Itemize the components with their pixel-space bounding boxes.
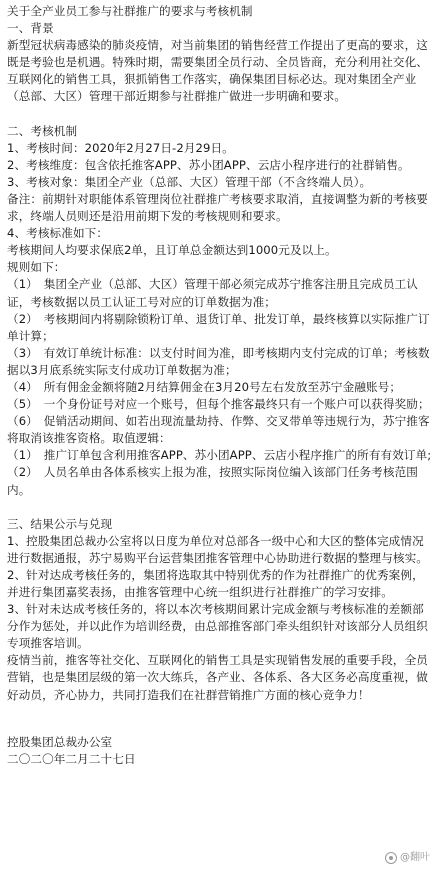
assessment-rule: （1） 集团全产业（总部、大区）管理干部必须完成苏宁推客注册且完成员工认证，考核数据以员工认证工号对应的订单数据为准； (7, 277, 418, 309)
signature-org: 控股集团总裁办公室 (7, 734, 113, 749)
section-heading-background: 一、背景 (7, 21, 54, 36)
weibo-icon (385, 852, 397, 864)
background-paragraph: 新型冠状病毒感染的肺炎疫情，对当前集团的销售经营工作提出了更高的要求，这既是考验也是机遇。特殊时期，需要集团全员行动、全员皆商，充分利用社交化、互联网化的销售工具，狠抓销售工作落实，确保集团目标必达。现对集团全产业（总部、大区）管理干部近期参与社群推广做进一步明确和要求。 (7, 38, 428, 104)
assessment-rule: （4） 所有佣金金额将随2月结算佣金在3月20号左右发放至苏宁金融账号； (7, 379, 402, 394)
assessment-rule: （1） 推广订单包含利用推客APP、苏小团APP、云店小程序推广的所有有效订单; (7, 448, 432, 463)
document-title: 关于全产业员工参与社群推广的要求与考核机制 (7, 4, 253, 18)
watermark (385, 852, 430, 864)
assessment-item: 规则如下： (7, 260, 66, 275)
assessment-note: 备注：前期针对职能体系管理岗位社群推广考核要求取消，直接调整为新的考核要求，终端人员则还是沿用前期下发的考核规则和要求。 (7, 191, 428, 224)
results-item: 1、控股集团总裁办公室将以日度为单位对总部各一级中心和大区的整体完成情况进行数据通报，苏宁易购平台运营集团推客管理中心协助进行数据的整理与核实。 (7, 533, 428, 565)
spacer (7, 106, 435, 123)
assessment-item: 4、考核标准如下： (7, 226, 109, 241)
section-heading-assessment: 二、考核机制 (7, 123, 78, 138)
signature-block (7, 734, 435, 768)
assessment-rule: （5） 一个身份证号对应一个账号，但每个推客最终只有一个账户可以获得奖励； (7, 397, 430, 412)
signature-date: 二〇二〇年二月二十七日 (7, 751, 136, 766)
assessment-rule: （3） 有效订单统计标准：以支付时间为准，即考核期内支付完成的订单；考核数据以3月底系统实际支付成功订单数据为准； (7, 345, 430, 377)
results-item: 3、针对未达成考核任务的，将以本次考核期间累计完成金额与考核标准的差额部分作为惩处，并以此作为培训经费，由总部推客部门牵头组织针对该部分人员组织专项推客培训。 (7, 602, 428, 651)
closing-paragraph: 疫情当前，推客等社交化、互联网化的销售工具是实现销售发展的重要手段，全员营销，也是集团层级的第一次大练兵，各产业、各体系、各大区务必高度重视，做好动员，齐心协力，共同打造我们在社群营销推广方面的核心竞争力！ (7, 653, 428, 702)
assessment-item: 1、考核时间：2020年2月27日-2月29日。 (7, 140, 234, 155)
assessment-rule: （6） 促销活动期间、如若出现流量劫持、作弊、交叉带单等违规行为，苏宁推客将取消该推客资格。取值逻辑： (7, 414, 430, 446)
document (7, 3, 435, 768)
section-heading-results: 三、结果公示与兑现 (7, 516, 113, 531)
assessment-rule: （2） 考核期间内将剔除锁粉订单、退货订单、批发订单，最终核算以实际推广订单计算； (7, 311, 430, 343)
watermark-text: @翻叶 (400, 852, 430, 863)
assessment-rule: （2） 人员名单由各体系核实上报为准，按照实际岗位编入该部门任务考核范围内。 (7, 465, 418, 497)
assessment-item: 考核期间人均要求保底2单，且订单总金额达到1000元及以上。 (7, 243, 337, 258)
spacer (7, 499, 435, 516)
results-item: 2、针对达成考核任务的，集团将选取其中特别优秀的作为社群推广的优秀案例，并进行集团嘉奖表扬，由推客管理中心统一组织进行社群推广的学习安排。 (7, 567, 424, 599)
assessment-item: 3、考核对象：集团全产业（总部、大区）管理干部（不含终端人员）。 (7, 174, 372, 189)
assessment-item: 2、考核维度：包含依托推客APP、苏小团APP、云店小程序进行的社群销售。 (7, 157, 410, 172)
